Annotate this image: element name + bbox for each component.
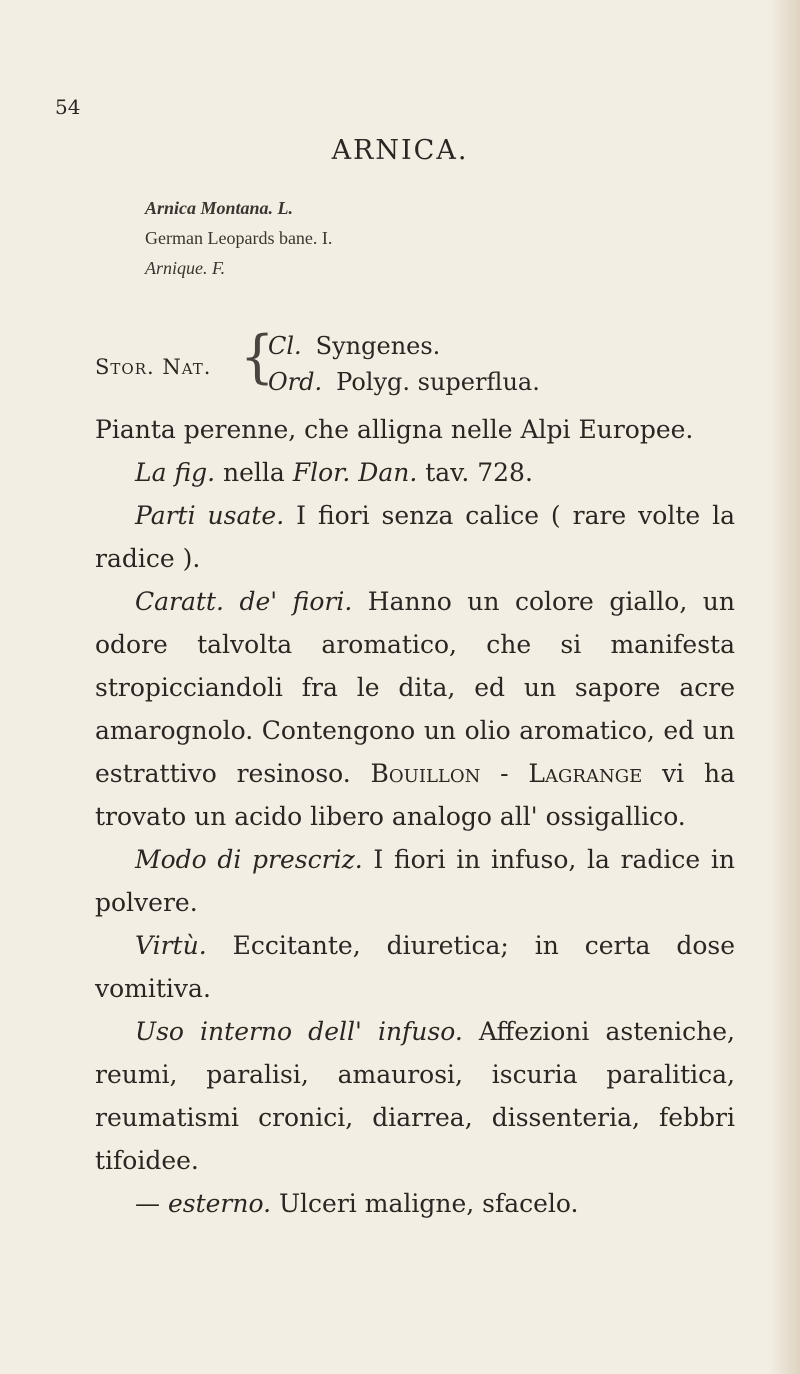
author-name: Bouillon - Lagrange [370,759,643,788]
external-use-label: esterno. [167,1189,272,1218]
internal-use-text: Affezioni asteniche, reumi, paralisi, amaurosi, iscuria paralitica, reumatismi cronici, diarrea, dissenteria, febbri tifoidee. [95,1017,736,1175]
order-line [268,368,540,396]
figure-paragraph [95,451,735,494]
running-title: ARNICA. [331,135,469,166]
virtues-label: Virtù. [135,931,207,960]
parts-text: I fiori senza calice ( rare volte la radice ). [95,501,736,573]
class-key: Cl. [268,332,302,360]
habitat-paragraph: Pianta perenne, che alligna nelle Alpi Europee. [95,415,694,444]
classification-label: Stor. Nat. [95,355,212,379]
order-key: Ord. [268,368,323,396]
handwritten-french-name: Arnique. F. [145,258,226,278]
parts-label: Parti usate. [135,501,285,530]
handwritten-english-name: German Leopards bane. I. [145,228,333,248]
figure-ref: Flor. Dan. [292,458,418,487]
figure-text: tav. 728. [425,458,533,487]
class-line [268,332,440,360]
characters-text-a: Hanno un colore giallo, un odore talvolta aromatico, che si manifesta stropicciandoli fra le dita, ed un sapore acre amarognolo. Contengono un olio aromatico, ed un estrattivo resinoso. [95,587,735,788]
internal-use-label: Uso interno dell' infuso. [135,1017,463,1046]
class-value: Syngenes. [315,332,441,360]
handwritten-latin-name: Arnica Montana. L. [145,198,294,218]
prescription-label: Modo di prescriz. [135,845,363,874]
figure-mid: nella [223,458,285,487]
characters-paragraph [95,580,735,838]
figure-label: La fig. [135,458,216,487]
virtues-paragraph [95,924,735,1010]
parts-paragraph [95,494,735,580]
prescription-paragraph [95,838,735,924]
curly-brace-icon: { [240,323,275,390]
order-value: Polyg. superflua. [336,368,540,396]
external-use-paragraph [95,1182,735,1225]
prescription-text: I fiori in infuso, la radice in polvere. [95,845,735,917]
external-use-text: Ulceri maligne, sfacelo. [278,1189,579,1218]
characters-label: Caratt. de' fiori. [135,587,353,616]
entry-body [95,408,735,1225]
page-edge-shadow [770,0,800,1374]
page-number: 54 [55,95,81,119]
internal-use-paragraph [95,1010,735,1182]
virtues-text: Eccitante, diuretica; in certa dose vomitiva. [95,931,735,1003]
characters-text-b: vi ha trovato un acido libero analogo all' ossigallico. [95,759,735,831]
external-dash: — [135,1189,160,1218]
